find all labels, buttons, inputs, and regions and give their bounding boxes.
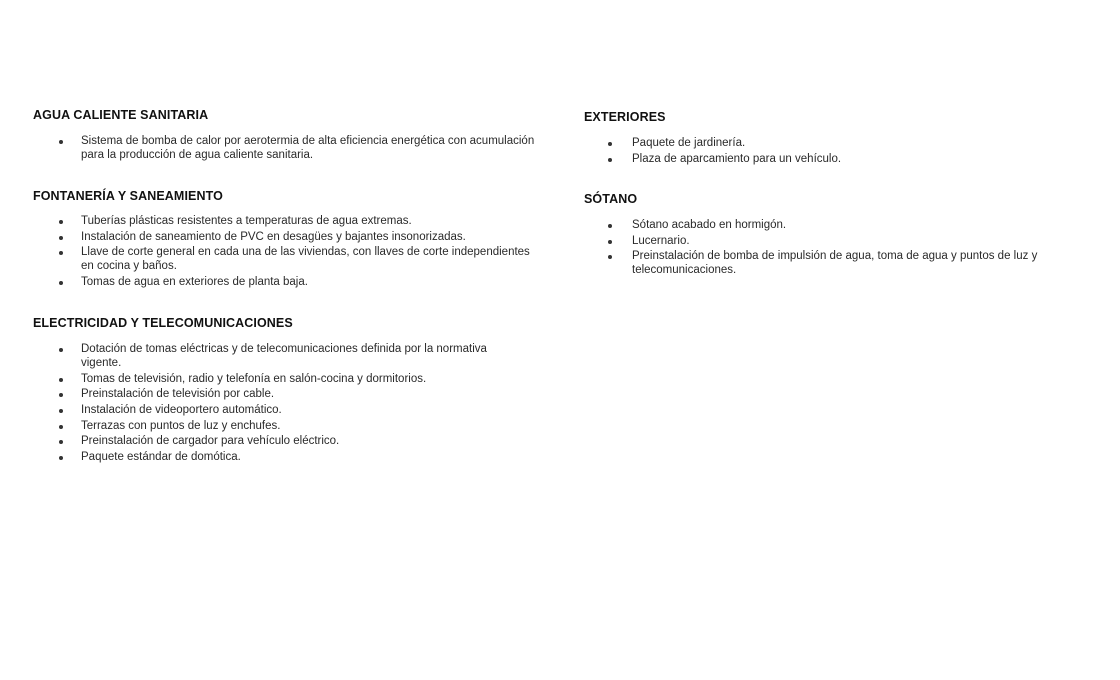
list-item: Terrazas con puntos de luz y enchufes. — [33, 419, 503, 433]
section-agua-caliente — [33, 108, 548, 162]
list-item: Preinstalación de bomba de impulsión de agua, toma de agua y puntos de luz y telecomunicaciones. — [584, 249, 1094, 277]
list-item: Instalación de videoportero automático. — [33, 403, 503, 417]
section-heading: FONTANERÍA Y SANEAMIENTO — [33, 189, 223, 203]
list-item: Preinstalación de cargador para vehículo eléctrico. — [33, 434, 503, 448]
list-item: Sistema de bomba de calor por aerotermia de alta eficiencia energética con acumulación para la producción de agua caliente sanitaria. — [33, 134, 545, 162]
section-exteriores — [584, 110, 1094, 165]
list-item: Tomas de televisión, radio y telefonía en salón-cocina y dormitorios. — [33, 372, 503, 386]
list-item: Tuberías plásticas resistentes a temperaturas de agua extremas. — [33, 214, 545, 228]
bullet-list — [33, 214, 545, 291]
list-item: Lucernario. — [584, 234, 1094, 248]
bullet-list — [584, 136, 1094, 167]
list-item: Instalación de saneamiento de PVC en desagües y bajantes insonorizadas. — [33, 230, 545, 244]
list-item: Dotación de tomas eléctricas y de telecomunicaciones definida por la normativa vigente. — [33, 342, 503, 370]
section-heading: AGUA CALIENTE SANITARIA — [33, 108, 209, 122]
list-item: Llave de corte general en cada una de las viviendas, con llaves de corte independientes en cocina y baños. — [33, 245, 545, 273]
list-item: Sótano acabado en hormigón. — [584, 218, 1094, 232]
list-item: Plaza de aparcamiento para un vehículo. — [584, 152, 1094, 166]
section-sotano — [584, 192, 1094, 277]
bullet-list — [33, 134, 545, 164]
list-item: Paquete de jardinería. — [584, 136, 1094, 150]
list-item: Paquete estándar de domótica. — [33, 450, 503, 464]
section-heading: ELECTRICIDAD Y TELECOMUNICACIONES — [33, 316, 293, 330]
bullet-list — [33, 342, 503, 465]
list-item: Preinstalación de televisión por cable. — [33, 387, 503, 401]
section-heading: SÓTANO — [584, 192, 638, 206]
bullet-list — [584, 218, 1094, 279]
list-item: Tomas de agua en exteriores de planta baja. — [33, 275, 545, 289]
section-heading: EXTERIORES — [584, 110, 666, 124]
section-electricidad — [33, 316, 548, 463]
section-fontaneria — [33, 189, 548, 288]
